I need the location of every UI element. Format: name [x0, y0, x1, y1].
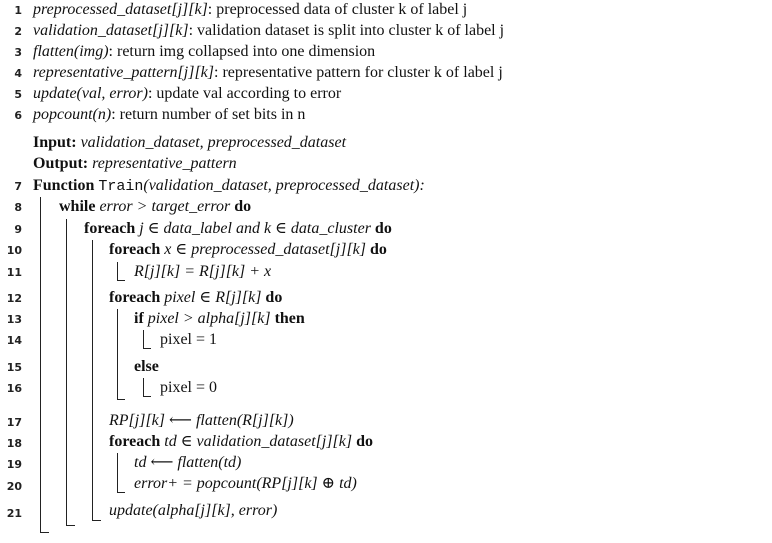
foreach-line — [109, 240, 387, 260]
output-label: Output: — [33, 155, 89, 172]
expression: pixel ∈ R[j][k] — [164, 289, 262, 306]
while-line — [59, 197, 251, 217]
statement-line: RP[j][k] ⟵ flatten(R[j][k]) — [109, 412, 294, 429]
line-number: 17 — [6, 416, 22, 429]
comment-code: flatten(img) — [33, 43, 109, 60]
comment-desc: : validation dataset is split into cluster k of label j — [188, 22, 505, 39]
foreach-x-block-foot — [117, 280, 125, 281]
else-block-foot — [143, 396, 151, 397]
line-number: 21 — [6, 507, 22, 520]
comment-line — [33, 63, 503, 83]
keyword: foreach — [109, 433, 161, 450]
function-line — [33, 176, 425, 197]
keyword: then — [274, 310, 305, 327]
comment-line — [33, 21, 504, 41]
while-block-rule — [66, 219, 67, 526]
comment-desc: : update val according to error — [147, 85, 342, 102]
comment-line — [33, 84, 341, 104]
keyword: if — [134, 310, 144, 327]
line-number: 7 — [14, 180, 22, 193]
if-line — [134, 309, 305, 329]
foreach-block-rule — [92, 240, 93, 521]
foreach-x-block-rule — [117, 262, 118, 281]
comment-code: validation_dataset[j][k] — [33, 22, 189, 39]
comment-code: popcount(n) — [33, 106, 112, 123]
foreach-pixel-block-rule — [117, 309, 118, 400]
line-number: 6 — [14, 109, 22, 122]
line-number: 15 — [6, 361, 22, 374]
keyword: foreach — [109, 241, 161, 258]
comment-line — [33, 0, 467, 20]
expression: j ∈ data_label and k ∈ data_cluster — [139, 220, 371, 237]
keyword: do — [370, 241, 387, 258]
keyword: while — [59, 198, 96, 215]
function-keyword: Function — [33, 177, 95, 194]
statement-line: update(alpha[j][k], error) — [109, 502, 278, 519]
statement-line: error+ = popcount(RP[j][k] ⊕ td) — [134, 475, 357, 492]
comment-desc: : return img collapsed into one dimension — [108, 43, 376, 60]
keyword: do — [265, 289, 283, 306]
function-block-foot — [40, 532, 49, 533]
foreach-line — [109, 288, 282, 308]
expression: pixel > alpha[j][k] — [147, 310, 271, 327]
comment-desc: : representative pattern for cluster k of label j — [214, 64, 503, 81]
line-number: 9 — [14, 223, 22, 236]
expression: x ∈ preprocessed_dataset[j][k] — [164, 241, 366, 258]
comment-desc: : return number of set bits in n — [111, 106, 306, 123]
function-block-rule — [40, 197, 41, 533]
comment-code: representative_pattern[j][k] — [33, 64, 215, 81]
keyword: do — [356, 433, 373, 450]
expression: error > target_error — [99, 198, 231, 215]
keyword: do — [374, 220, 392, 237]
foreach-line — [84, 219, 392, 239]
keyword: foreach — [84, 220, 136, 237]
expression: td ∈ validation_dataset[j][k] — [164, 433, 353, 450]
line-number: 16 — [6, 382, 22, 395]
else-block-rule — [143, 378, 144, 397]
line-number: 13 — [6, 313, 22, 326]
line-number: 19 — [6, 458, 22, 471]
foreach-line — [109, 432, 373, 452]
statement-line: pixel = 1 — [160, 331, 218, 348]
statement-line: td ⟵ flatten(td) — [134, 454, 242, 471]
foreach-block-foot — [92, 520, 101, 521]
input-label: Input: — [33, 134, 77, 151]
line-number: 18 — [6, 437, 22, 450]
else-line: else — [134, 358, 159, 375]
comment-desc: : preprocessed data of cluster k of label j — [207, 1, 468, 18]
line-number: 2 — [14, 25, 22, 38]
foreach-pixel-block-foot — [117, 399, 125, 400]
foreach-td-block-rule — [117, 453, 118, 493]
if-block-foot — [143, 348, 151, 349]
function-args: (validation_dataset, preprocessed_dataset): — [143, 177, 425, 194]
input-line — [33, 133, 346, 153]
line-number: 4 — [14, 67, 22, 80]
statement-line: pixel = 0 — [160, 379, 218, 396]
line-number: 5 — [14, 88, 22, 101]
statement-line: R[j][k] = R[j][k] + x — [134, 263, 272, 280]
keyword: do — [234, 198, 252, 215]
line-number: 14 — [6, 334, 22, 347]
comment-code: update(val, error) — [33, 85, 148, 102]
while-block-foot — [66, 525, 75, 526]
line-number: 1 — [14, 4, 22, 17]
line-number: 3 — [14, 46, 22, 59]
input-value: validation_dataset, preprocessed_dataset — [80, 134, 347, 151]
line-number: 10 — [6, 244, 22, 257]
keyword: foreach — [109, 289, 161, 306]
line-number: 12 — [6, 292, 22, 305]
output-line — [33, 154, 237, 174]
line-number: 8 — [14, 201, 22, 214]
function-name: Train — [98, 178, 144, 195]
comment-code: preprocessed_dataset[j][k] — [33, 1, 208, 18]
comment-line — [33, 105, 305, 125]
if-block-rule — [143, 330, 144, 349]
comment-line — [33, 42, 375, 62]
foreach-td-block-foot — [117, 492, 125, 493]
line-number: 11 — [6, 266, 22, 279]
output-value: representative_pattern — [92, 155, 237, 172]
line-number: 20 — [6, 480, 22, 493]
